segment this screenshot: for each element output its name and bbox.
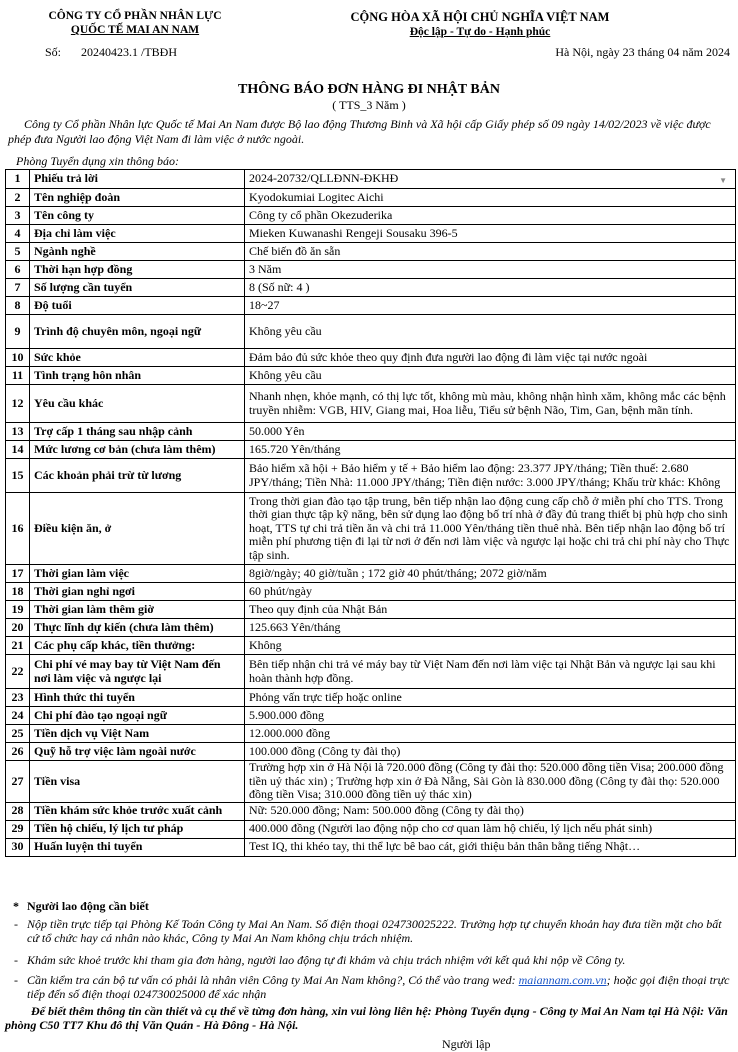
table-row — [6, 297, 736, 315]
row-value-text: Phỏng vấn trực tiếp hoặc online — [249, 689, 402, 704]
note-text — [27, 973, 736, 1003]
row-value-text: Theo quy định của Nhật Bản — [249, 601, 388, 616]
row-number: 2 — [6, 189, 30, 207]
table-row — [6, 459, 736, 493]
doc-no-label: Số: — [45, 45, 62, 59]
note-text: Nộp tiền trực tiếp tại Phòng Kế Toán Công ty Mai An Nam. Số điện thoại 024730025222. Trường hợp tự chuyển khoản hay đưa tiền mặt cho bất cứ tổ chức hay cá nhân nào khác, Công ty Mai An Nam không chịu trách nhiệm. — [27, 917, 722, 945]
signature-label: Người lập — [442, 1037, 491, 1051]
document-number — [45, 45, 177, 60]
note-item — [5, 917, 736, 951]
page-subtitle: ( TTS_3 Năm ) — [332, 98, 406, 112]
row-value — [245, 441, 736, 459]
row-label: Các phụ cấp khác, tiền thưởng: — [30, 637, 245, 655]
row-label: Tình trạng hôn nhân — [30, 367, 245, 385]
row-label: Độ tuổi — [30, 297, 245, 315]
table-row — [6, 441, 736, 459]
row-label: Mức lương cơ bản (chưa làm thêm) — [30, 441, 245, 459]
company-name — [30, 9, 240, 37]
row-number: 12 — [6, 385, 30, 423]
row-label: Địa chỉ làm việc — [30, 225, 245, 243]
row-number: 19 — [6, 601, 30, 619]
row-value-text: 60 phút/ngày — [249, 583, 312, 598]
row-number: 6 — [6, 261, 30, 279]
row-value-text: 8giờ/ngày; 40 giờ/tuần ; 172 giờ 40 phút/tháng; 2072 giờ/năm — [249, 565, 547, 580]
row-value — [245, 838, 736, 856]
table-row — [6, 838, 736, 856]
row-label: Tiền hộ chiếu, lý lịch tư pháp — [30, 820, 245, 838]
row-value-text: 165.720 Yên/tháng — [249, 441, 341, 456]
row-number: 14 — [6, 441, 30, 459]
table-row — [6, 225, 736, 243]
note-dash: - — [14, 973, 18, 987]
row-label: Thực lĩnh dự kiến (chưa làm thêm) — [30, 619, 245, 637]
row-value — [245, 601, 736, 619]
row-number: 23 — [6, 689, 30, 707]
table-row — [6, 493, 736, 565]
row-value-text: Chế biến đồ ăn sẵn — [249, 243, 341, 258]
table-row — [6, 820, 736, 838]
row-value-text: Không yêu cầu — [249, 367, 322, 382]
row-number: 9 — [6, 315, 30, 349]
row-value — [245, 565, 736, 583]
table-row — [6, 261, 736, 279]
row-number: 3 — [6, 207, 30, 225]
note-text: Khám sức khoẻ trước khi tham gia đơn hàng, người lao động tự đi khám và chịu trách nhiệm với kết quả khi nộp về Công ty. — [27, 953, 626, 967]
republic-title: CỘNG HÒA XÃ HỘI CHỦ NGHĨA VIỆT NAM — [350, 10, 610, 24]
row-number: 7 — [6, 279, 30, 297]
row-value-text: Bảo hiểm xã hội + Bảo hiểm y tế + Bảo hiểm lao động: 23.377 JPY/tháng; Tiền thuế: 2.680 JPY/tháng; Tiền Nhà: 11.000 JPY/tháng; Tiền điện nước: 3.000 JPY/tháng; Khấu trừ khác: Không — [249, 461, 721, 489]
row-value — [245, 493, 736, 565]
doc-no-value: 20240423.1 /TBĐH — [81, 45, 178, 59]
table-row — [6, 565, 736, 583]
row-number: 21 — [6, 637, 30, 655]
notice-line: Phòng Tuyển dụng xin thông báo: — [16, 154, 179, 168]
row-value-text: 125.663 Yên/tháng — [249, 619, 341, 634]
row-label: Sức khỏe — [30, 349, 245, 367]
table-row — [6, 279, 736, 297]
table-row — [6, 707, 736, 725]
table-row — [6, 349, 736, 367]
chevron-down-icon[interactable]: ▼ — [719, 176, 727, 185]
row-label: Tiền visa — [30, 761, 245, 803]
row-value — [245, 725, 736, 743]
row-value — [245, 637, 736, 655]
table-row — [6, 367, 736, 385]
row-label: Các khoản phải trừ từ lương — [30, 459, 245, 493]
row-label: Huấn luyện thi tuyển — [30, 838, 245, 856]
table-row — [6, 761, 736, 803]
row-value-text: 18~27 — [249, 297, 280, 312]
row-value — [245, 459, 736, 493]
row-label: Điều kiện ăn, ở — [30, 493, 245, 565]
table-row — [6, 189, 736, 207]
row-value-text: 8 (Số nữ: 4 ) — [249, 279, 310, 294]
row-number: 10 — [6, 349, 30, 367]
row-value — [245, 619, 736, 637]
row-value — [245, 349, 736, 367]
row-value — [245, 707, 736, 725]
table-row — [6, 207, 736, 225]
row-label: Chi phí vé may bay từ Việt Nam đến nơi làm việc và ngược lại — [30, 655, 245, 689]
row-label: Tên nghiệp đoàn — [30, 189, 245, 207]
row-value — [245, 655, 736, 689]
note-dash: - — [14, 917, 18, 931]
row-value — [245, 189, 736, 207]
row-label: Hình thức thi tuyển — [30, 689, 245, 707]
table-row — [6, 243, 736, 261]
page-title: THÔNG BÁO ĐƠN HÀNG ĐI NHẬT BẢN — [238, 82, 500, 97]
row-value[interactable] — [245, 170, 736, 189]
row-number: 22 — [6, 655, 30, 689]
table-row — [6, 802, 736, 820]
table-row — [6, 637, 736, 655]
row-value-text: Nhanh nhẹn, khỏe mạnh, có thị lực tốt, không mù màu, không nhận hình xăm, không mắc các bệnh truyền nhiễm: VGB, HIV, Giang mai, Hoa liễu, Tiểu sử bệnh Não, Tim, Gan, bệnh mãn tính. — [249, 389, 726, 417]
row-label: Quỹ hỗ trợ việc làm ngoài nước — [30, 743, 245, 761]
note-dash: - — [14, 953, 18, 967]
table-row — [6, 601, 736, 619]
table-row — [6, 583, 736, 601]
note-text-after: ; hoặc gọi điện thoại trực tiếp đến số điện thoại 024730025000 để xác nhận — [27, 973, 730, 1001]
row-label: Thời hạn hợp đồng — [30, 261, 245, 279]
company-line2: QUỐC TẾ MAI AN NAM — [70, 24, 200, 36]
row-label: Yêu cầu khác — [30, 385, 245, 423]
row-number: 17 — [6, 565, 30, 583]
bullet-star: * — [13, 899, 19, 913]
table-row — [6, 743, 736, 761]
row-value-text: Bên tiếp nhận chi trả vé máy bay từ Việt Nam đến nơi làm việc tại Nhật Bản và ngược lại sau khi hoàn thành hợp đồng. — [249, 657, 716, 685]
row-value-text: Mieken Kuwanashi Rengeji Sousaku 396-5 — [249, 225, 458, 240]
row-number: 26 — [6, 743, 30, 761]
row-number: 13 — [6, 423, 30, 441]
row-value-text: Nữ: 520.000 đồng; Nam: 500.000 đồng (Công ty đài thọ) — [249, 803, 524, 818]
order-table — [5, 169, 736, 857]
row-value — [245, 743, 736, 761]
row-number: 8 — [6, 297, 30, 315]
row-number: 4 — [6, 225, 30, 243]
row-value — [245, 279, 736, 297]
row-label: Số lượng cần tuyển — [30, 279, 245, 297]
row-value — [245, 583, 736, 601]
notes-section — [5, 899, 736, 1003]
row-label: Thời gian làm việc — [30, 565, 245, 583]
row-value-text: 12.000.000 đồng — [249, 725, 330, 740]
table-row — [6, 315, 736, 349]
row-value — [245, 423, 736, 441]
row-number: 27 — [6, 761, 30, 803]
row-number: 29 — [6, 820, 30, 838]
intro-paragraph: Công ty Cổ phần Nhân lực Quốc tế Mai An Nam được Bộ lao động Thương Binh và Xã hội cấp Giấy phép số 09 ngày 14/02/2023 về việc được phép đưa Người lao động Việt Nam đi làm việc ở nước ngoài. — [8, 117, 711, 146]
row-label: Trình độ chuyên môn, ngoại ngữ — [30, 315, 245, 349]
table-row — [6, 170, 736, 189]
row-value-text: Trong thời gian đào tạo tập trung, bên tiếp nhận lao động cung cấp chỗ ở miễn phí cho TTS. Trong thời gian thực tập kỹ năng, bên sử dụng lao động bố trí nhà ở đầy đủ trang thiết bị phù hợp cho sinh hoạt, TTS tự chi trả tiền ăn và chi trả 11.000 Yên/tháng tiền thuê nhà. Bên tiếp nhận lao động bố trí miễn phí phương tiện đi lại từ nơi ở đến nơi làm việc và ngược lại hoặc chi trả chi phí này cho Thực tập sinh. — [249, 493, 730, 562]
row-number: 25 — [6, 725, 30, 743]
row-value-text: Trường hợp xin ở Hà Nội là 720.000 đồng (Công ty đài thọ: 520.000 đồng tiền Visa; 200.000 đồng tiền uỷ thác xin) ; Trường hợp xin ở Đà Nẵng, Sài Gòn là 830.000 đồng (Công ty đài thọ: 520.000 đồng tiền Visa; 310.000 đồng tiền uỷ thác xin) — [249, 760, 724, 801]
notes-heading-row — [5, 899, 736, 915]
row-value-text: 5.900.000 đồng — [249, 707, 324, 722]
row-number: 11 — [6, 367, 30, 385]
closing-paragraph: Để biết thêm thông tin cần thiết và cụ thể về từng đơn hàng, xin vui lòng liên hệ: Phòng Tuyển dụng - Công ty Mai An Nam tại Hà Nội: Văn phòng C50 TT7 Khu đô thị Văn Quán - Hà Đông - Hà Nội. — [5, 1004, 728, 1032]
row-label: Tên công ty — [30, 207, 245, 225]
note-item — [5, 973, 736, 1003]
row-label: Tiền khám sức khỏe trước xuất cảnh — [30, 802, 245, 820]
table-row — [6, 423, 736, 441]
row-value-text: Kyodokumiai Logitec Aichi — [249, 189, 384, 204]
row-value — [245, 820, 736, 838]
row-label: Ngành nghề — [30, 243, 245, 261]
row-value-text: 100.000 đồng (Công ty đài thọ) — [249, 743, 401, 758]
row-label: Thời gian làm thêm giờ — [30, 601, 245, 619]
row-label: Chi phí đào tạo ngoại ngữ — [30, 707, 245, 725]
row-value-text: 2024-20732/QLLĐNN-ĐKHĐ — [249, 171, 399, 186]
row-value — [245, 243, 736, 261]
row-value — [245, 802, 736, 820]
row-number: 1 — [6, 170, 30, 189]
row-number: 16 — [6, 493, 30, 565]
table-row — [6, 655, 736, 689]
website-link[interactable]: maiannam.com.vn — [518, 973, 607, 987]
row-number: 5 — [6, 243, 30, 261]
row-number: 30 — [6, 838, 30, 856]
row-value — [245, 385, 736, 423]
row-number: 18 — [6, 583, 30, 601]
row-value-text: Đảm bảo đủ sức khỏe theo quy định đưa người lao động đi làm việc tại nước ngoài — [249, 349, 648, 364]
row-number: 15 — [6, 459, 30, 493]
national-motto: Độc lập - Tự do - Hạnh phúc — [409, 26, 551, 38]
table-row — [6, 385, 736, 423]
row-value — [245, 689, 736, 707]
note-item — [5, 953, 736, 971]
row-number: 28 — [6, 802, 30, 820]
row-label: Thời gian nghỉ ngơi — [30, 583, 245, 601]
row-value — [245, 315, 736, 349]
notes-heading: Người lao động cần biết — [27, 899, 149, 913]
table-row — [6, 725, 736, 743]
row-value-text: 3 Năm — [249, 261, 282, 276]
row-value — [245, 761, 736, 803]
row-value — [245, 367, 736, 385]
row-value-text: Test IQ, thi khéo tay, thi thể lực bê bao cát, giới thiệu bản thân bằng tiếng Nhật… — [249, 839, 641, 854]
document-date: Hà Nội, ngày 23 tháng 04 năm 2024 — [555, 45, 730, 59]
row-value-text: Không yêu cầu — [249, 323, 322, 338]
row-label: Phiếu trả lời — [30, 170, 245, 189]
row-value — [245, 261, 736, 279]
row-value-text: Công ty cổ phần Okezuderika — [249, 207, 393, 222]
row-value-text: Không — [249, 637, 282, 652]
row-label: Tiền dịch vụ Việt Nam — [30, 725, 245, 743]
row-value — [245, 225, 736, 243]
row-number: 24 — [6, 707, 30, 725]
note-text-before: Cần kiểm tra cán bộ tư vấn có phải là nhân viên Công ty Mai An Nam không?, Có thể vào trang wed: — [27, 973, 519, 987]
row-value-text: 400.000 đồng (Người lao động nộp cho cơ quan làm hộ chiếu, lý lịch nếu phát sinh) — [249, 821, 653, 836]
table-row — [6, 689, 736, 707]
row-number: 20 — [6, 619, 30, 637]
row-value — [245, 297, 736, 315]
row-value — [245, 207, 736, 225]
row-value-text: 50.000 Yên — [249, 423, 305, 438]
national-header — [330, 10, 630, 40]
table-row — [6, 619, 736, 637]
row-label: Trợ cấp 1 tháng sau nhập cảnh — [30, 423, 245, 441]
company-line1: CÔNG TY CỔ PHẦN NHÂN LỰC — [48, 10, 222, 22]
